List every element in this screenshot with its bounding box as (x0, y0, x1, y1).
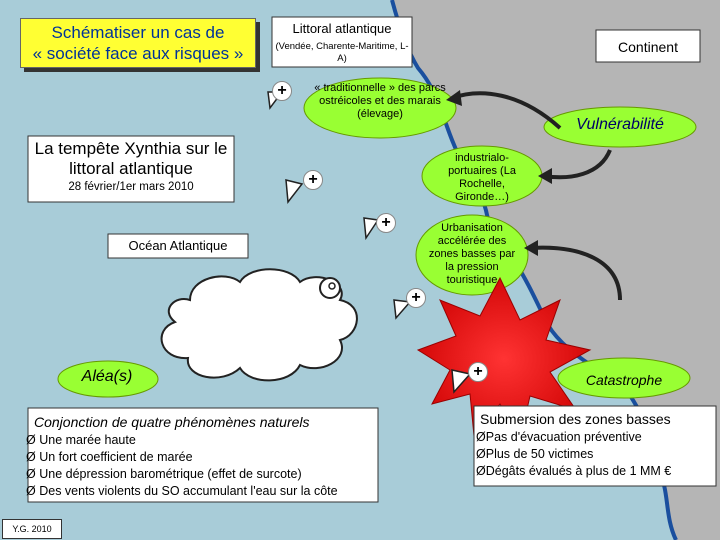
list-item-text: Dégâts évalués à plus de 1 MM € (485, 464, 672, 478)
catastrophe-label: Catastrophe (585, 372, 663, 388)
bullet-icon: Ø (476, 430, 486, 444)
plus-sign-3: + (376, 213, 396, 233)
plus-sign-2: + (303, 170, 323, 190)
traditionnelle-label: « traditionnelle » des parcs ostréicoles et des marais (élevage) (314, 82, 446, 120)
littoral-title: Littoral atlantique (292, 21, 392, 36)
industrialo-label: industrialo-portuaires (La Rochelle, Gironde…) (448, 152, 516, 203)
list-item (476, 446, 716, 463)
bullet-icon: Ø (26, 484, 36, 498)
plus-sign-1: + (272, 81, 292, 101)
signature: Y.G. 2010 (2, 519, 62, 539)
pin-marker-2 (286, 180, 302, 202)
list-item (476, 463, 716, 480)
bullet-icon: Ø (476, 464, 486, 478)
submersion-title: Submersion des zones basses (480, 411, 671, 427)
list-item (26, 449, 386, 466)
list-item-text: Une marée haute (39, 433, 136, 447)
conjonction-title: Conjonction de quatre phénomènes naturels (34, 414, 310, 430)
plus-sign-5: + (468, 362, 488, 382)
list-item-text: Des vents violents du SO accumulant l'eau sur la côte (39, 484, 338, 498)
bullet-icon: Ø (26, 467, 36, 481)
littoral-subtitle: (Vendée, Charente-Maritime, L-A) (275, 41, 409, 64)
xynthia-date: 28 février/1er mars 2010 (68, 181, 194, 193)
list-item-text: Plus de 50 victimes (485, 447, 594, 461)
alea-label: Aléa(s) (81, 368, 133, 385)
list-item (476, 429, 716, 446)
list-item-text: Pas d'évacuation préventive (485, 430, 642, 444)
urbanisation-label: Urbanisation accélérée des zones basses par la pression touristique (428, 222, 516, 286)
list-item-text: Une dépression barométrique (effet de surcote) (39, 467, 302, 481)
list-item (26, 432, 386, 449)
bullet-icon: Ø (26, 433, 36, 447)
list-item (26, 466, 386, 483)
conjonction-list (26, 432, 386, 500)
continent-label: Continent (618, 39, 678, 55)
main-title-line1: Schématiser un cas de (51, 23, 225, 42)
main-title (20, 18, 256, 68)
plus-sign-4: + (406, 288, 426, 308)
list-item-text: Un fort coefficient de marée (39, 450, 193, 464)
ocean-label: Océan Atlantique (128, 238, 228, 253)
bullet-icon: Ø (26, 450, 36, 464)
main-title-line2: « société face aux risques » (32, 44, 244, 63)
bullet-icon: Ø (476, 447, 486, 461)
list-item (26, 483, 386, 500)
xynthia-title: La tempête Xynthia sur le littoral atlantique (34, 139, 228, 178)
submersion-list (476, 429, 716, 480)
vulnerabilite-label: Vulnérabilité (576, 116, 664, 133)
